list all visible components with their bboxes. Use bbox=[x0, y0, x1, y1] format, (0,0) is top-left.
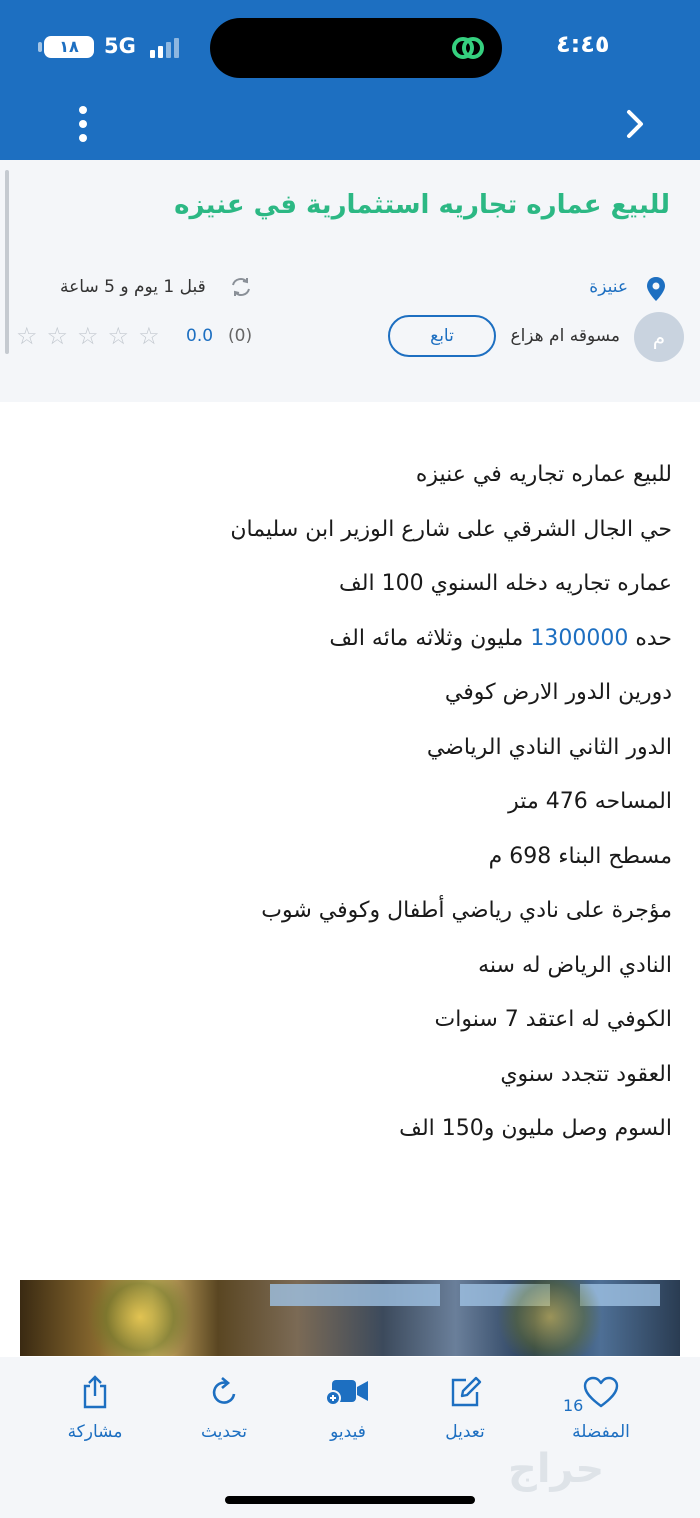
chevron-right-icon[interactable] bbox=[620, 106, 650, 142]
description-text: حده bbox=[628, 625, 672, 651]
share-label: مشاركة bbox=[67, 1422, 123, 1442]
description-line: السوم وصل مليون و150 الف bbox=[399, 1116, 672, 1141]
description-line: المساحه 476 متر bbox=[508, 789, 672, 814]
signal-icon bbox=[150, 38, 186, 58]
link-icon bbox=[450, 34, 486, 62]
seller-name[interactable]: مسوقه ام هزاع bbox=[510, 326, 620, 346]
follow-button[interactable]: تابع bbox=[388, 315, 496, 357]
scroll-indicator bbox=[5, 170, 9, 354]
ad-title: للبيع عماره تجاريه استثمارية في عنيزه bbox=[174, 190, 670, 220]
location-pin-icon bbox=[646, 276, 666, 302]
seller-avatar[interactable]: م bbox=[634, 312, 684, 362]
description-line: الكوفي له اعتقد 7 سنوات bbox=[434, 1007, 672, 1032]
description-text: مليون وثلاثه مائه الف bbox=[329, 625, 531, 651]
video-label: فيديو bbox=[330, 1422, 366, 1442]
description-line-price bbox=[230, 626, 672, 681]
video-add-icon bbox=[324, 1374, 372, 1410]
ad-photo[interactable] bbox=[20, 1280, 680, 1356]
video-button[interactable] bbox=[298, 1374, 398, 1442]
description-line: دورين الدور الارض كوفي bbox=[444, 680, 672, 705]
heart-icon bbox=[581, 1374, 621, 1410]
dynamic-island bbox=[210, 18, 502, 78]
description-line: للبيع عماره تجاريه في عنيزه bbox=[415, 462, 672, 487]
more-vertical-icon[interactable] bbox=[76, 106, 90, 142]
rating-count: (0) bbox=[228, 326, 253, 346]
network-type: 5G bbox=[104, 34, 136, 58]
edit-icon bbox=[448, 1374, 482, 1410]
refresh-label: تحديث bbox=[200, 1422, 248, 1442]
price-number-link[interactable]: 1300000 bbox=[530, 625, 629, 651]
refresh-icon bbox=[228, 274, 254, 300]
description-line: النادي الرياض له سنه bbox=[478, 952, 672, 978]
description-line: العقود تتجدد سنوي bbox=[500, 1061, 672, 1087]
share-icon bbox=[80, 1374, 110, 1410]
edit-button[interactable] bbox=[415, 1374, 515, 1442]
rating-value: 0.0 bbox=[186, 326, 214, 346]
favorites-count: 16 bbox=[563, 1396, 584, 1415]
edit-label: تعديل bbox=[445, 1422, 485, 1442]
status-time: ٤:٤٥ bbox=[556, 30, 610, 58]
ad-location[interactable]: عنيزة bbox=[589, 277, 628, 297]
share-button[interactable] bbox=[45, 1374, 145, 1442]
refresh-icon bbox=[207, 1374, 241, 1410]
description-line: عماره تجاريه دخله السنوي 100 الف bbox=[339, 571, 672, 596]
description-line: مسطح البناء 698 م bbox=[488, 843, 672, 869]
ad-time-ago: قبل 1 يوم و 5 ساعة bbox=[60, 277, 206, 297]
watermark-logo: حراج bbox=[508, 1446, 605, 1492]
favorites-label: المفضلة bbox=[572, 1422, 630, 1442]
ad-description bbox=[230, 462, 672, 1171]
battery-indicator: ١٨ bbox=[44, 36, 94, 58]
description-line: مؤجرة على نادي رياضي أطفال وكوفي شوب bbox=[261, 898, 672, 923]
description-line: الدور الثاني النادي الرياضي bbox=[426, 734, 672, 760]
rating-stars: ☆☆☆☆☆ bbox=[16, 322, 169, 350]
home-indicator[interactable] bbox=[225, 1496, 475, 1504]
description-line: حي الجال الشرقي على شارع الوزير ابن سليمان bbox=[230, 516, 672, 542]
refresh-button[interactable] bbox=[174, 1374, 274, 1442]
